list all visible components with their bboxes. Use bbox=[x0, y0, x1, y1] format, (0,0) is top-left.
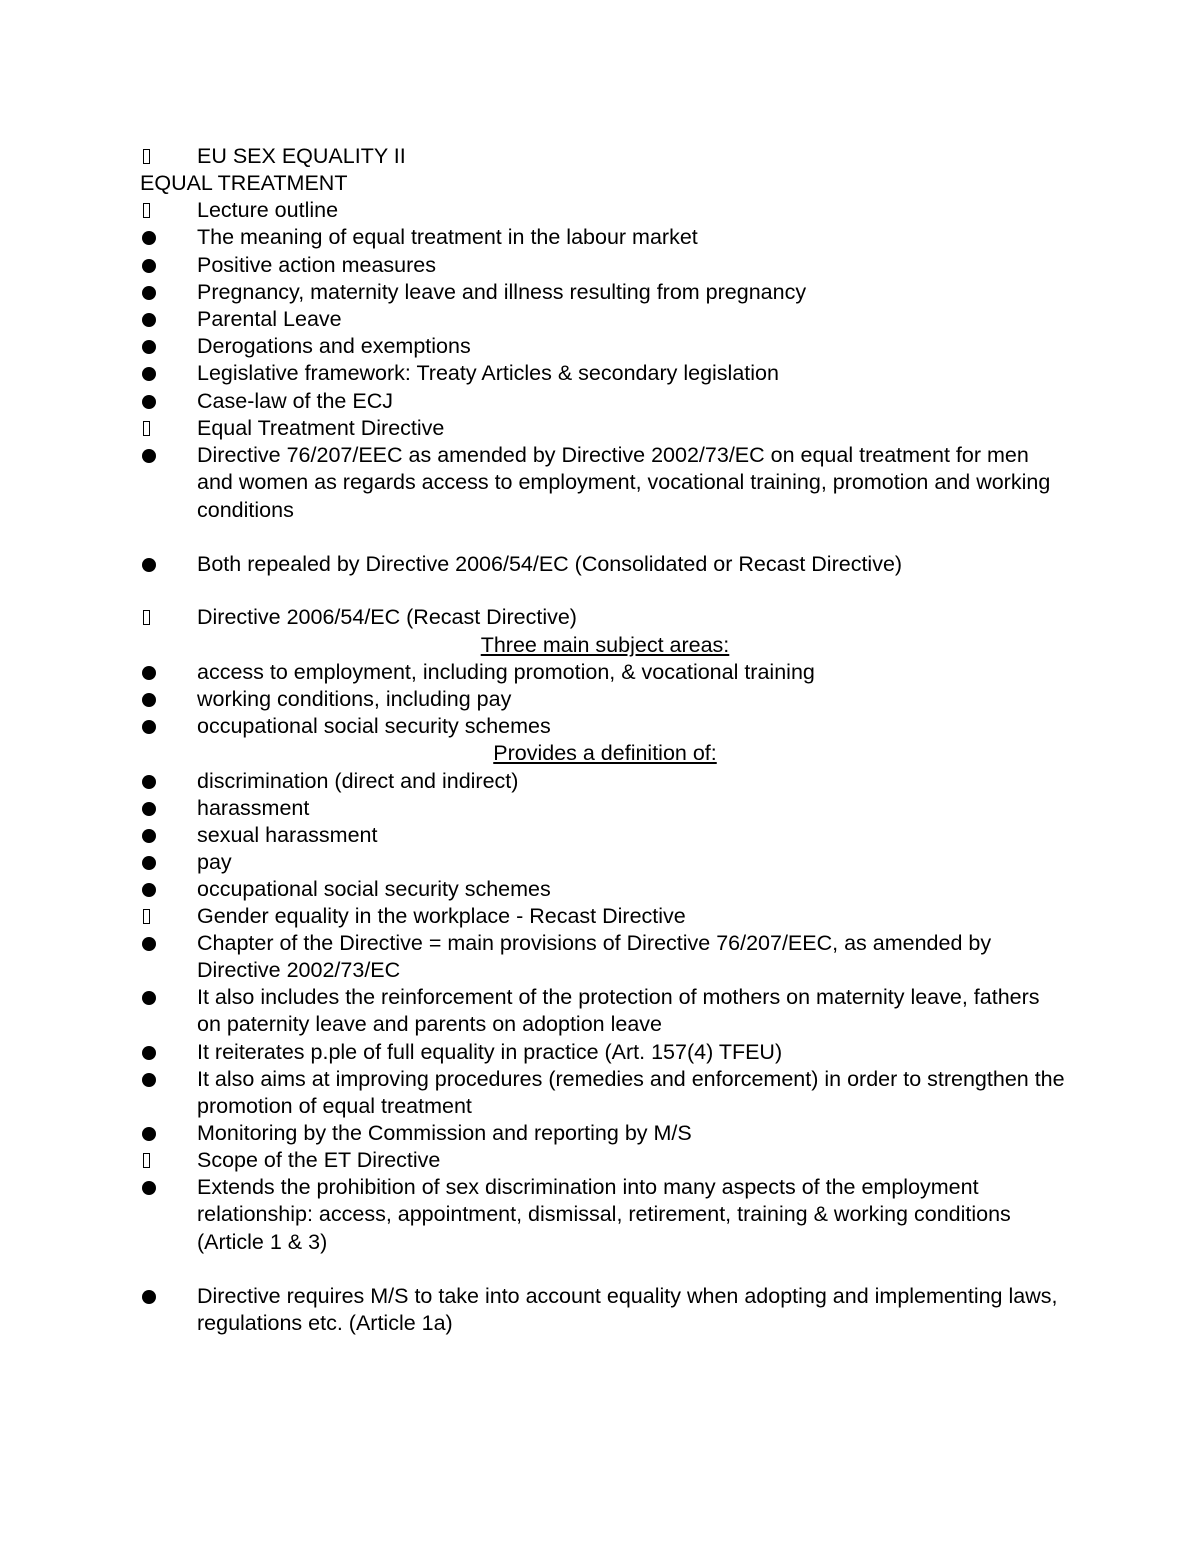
dot-bullet-icon bbox=[140, 360, 160, 387]
box-bullet-icon bbox=[140, 1147, 160, 1174]
dot-bullet-icon bbox=[140, 768, 160, 795]
box-bullet-icon bbox=[140, 415, 160, 442]
dot-bullet-icon bbox=[140, 333, 160, 360]
document-subtitle: EQUAL TREATMENT bbox=[140, 171, 348, 195]
document-page: EU SEX EQUALITY II EQUAL TREATMENT Lecture outline The meaning of equal treatment in the labour market Positive action measures Pregnancy, maternity leave and illness resulting from pregnancy Parental Leave Derogations and exemptions Legislative framework: Treaty Articles & secondary legislation Case-law of the ECJ Equal Treatment Directive Directive 76/207/EEC as amended by Directive 2002/73/EC on equal treatment for men and women as regards access to employment, vocational training, promotion and working conditions Both repealed by Directive 2006/54/EC (Consolidated or Recast Directive) Directive 2006/54/EC (Recast Directive) Three main subject areas: access to employment, including promotion, & vocational training working conditions, including pay occupational social security schemes Provides a definition of: discrimination (direct and indirect) harassment sexual harassment pay occupational social security schemes Gender equality in the workplace - Recast Directive Chapter of the Directive = main provisions of Directive 76/207/EEC, as amended by Directive 2002/73/EC It also includes the reinforcement of the protection of mothers on maternity leave, fathers on paternity leave and parents on adoption leave It reiterates p.ple of full equality in practice (Art. 157(4) TFEU) It also aims at improving procedures (remedies and enforcement) in order to strengthen the promotion of equal treatment Monitoring by the Commission and reporting by M/S Scope of the ET Directive Extends the prohibition of sex discrimination into many aspects of the employment relationship: access, appointment, dismissal, retirement, training & working conditions (Article 1 & 3) Directive requires M/S to take into account equality when adopting and implementing laws, regulations etc. (Article 1a) bbox=[0, 0, 1200, 1553]
dot-bullet-icon bbox=[140, 442, 160, 469]
box-bullet-icon bbox=[140, 903, 160, 930]
dot-bullet-icon bbox=[140, 795, 160, 822]
dot-bullet-icon bbox=[140, 849, 160, 876]
document-title: EU SEX EQUALITY II bbox=[197, 144, 406, 168]
dot-bullet-icon bbox=[140, 984, 160, 1011]
dot-bullet-icon bbox=[140, 930, 160, 957]
dot-bullet-icon bbox=[140, 1039, 160, 1066]
dot-bullet-icon bbox=[140, 713, 160, 740]
dot-bullet-icon bbox=[140, 252, 160, 279]
dot-bullet-icon bbox=[140, 876, 160, 903]
dot-bullet-icon bbox=[140, 1066, 160, 1093]
box-bullet-icon bbox=[140, 197, 160, 224]
dot-bullet-icon bbox=[140, 306, 160, 333]
dot-bullet-icon bbox=[140, 1120, 160, 1147]
dot-bullet-icon bbox=[140, 659, 160, 686]
box-bullet-icon bbox=[140, 604, 160, 631]
dot-bullet-icon bbox=[140, 686, 160, 713]
dot-bullet-icon bbox=[140, 279, 160, 306]
dot-bullet-icon bbox=[140, 1174, 160, 1201]
box-bullet-icon bbox=[140, 143, 160, 170]
dot-bullet-icon bbox=[140, 1283, 160, 1310]
dot-bullet-icon bbox=[140, 822, 160, 849]
dot-bullet-icon bbox=[140, 224, 160, 251]
dot-bullet-icon bbox=[140, 551, 160, 578]
dot-bullet-icon bbox=[140, 388, 160, 415]
